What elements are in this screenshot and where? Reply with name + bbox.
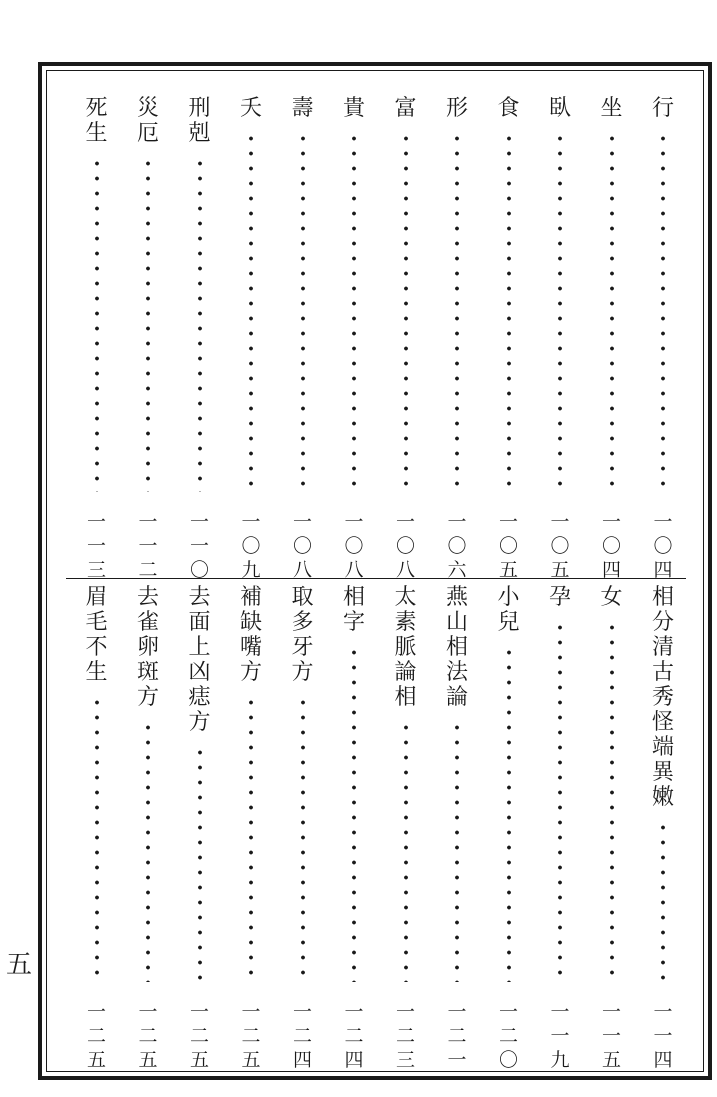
leader-dots: [506, 131, 512, 492]
lower-entry: [236, 585, 266, 1075]
leader-dots: [660, 820, 666, 982]
upper-entry: [82, 96, 112, 585]
upper-entry: [442, 96, 472, 585]
entry-title: 孕: [548, 585, 571, 610]
entry-page-number: 一一〇: [189, 511, 209, 581]
entry-page-number: 一〇五: [550, 511, 570, 581]
entry-page-number: 一〇八: [344, 511, 364, 581]
lower-entry: [185, 585, 215, 1075]
lower-entry: [339, 585, 369, 1075]
entry-title: 眉毛不生: [85, 585, 108, 685]
lower-entry: [288, 585, 318, 1075]
upper-entry: [545, 96, 575, 585]
leader-dots: [300, 695, 306, 982]
leader-dots: [94, 695, 100, 982]
upper-entry: [648, 96, 678, 585]
leader-dots: [351, 645, 357, 982]
leader-dots: [351, 131, 357, 492]
page-folio: 五: [6, 950, 33, 980]
entry-page-number: 一一二: [138, 511, 158, 581]
entry-title: 壽: [291, 96, 314, 121]
entry-title: 死生: [85, 96, 108, 146]
entry-title: 補缺嘴方: [239, 585, 262, 685]
entry-title: 富: [394, 96, 417, 121]
lower-entry: [545, 585, 575, 1075]
leader-dots: [506, 645, 512, 982]
entry-page-number: 一二五: [241, 1001, 261, 1071]
entry-title: 夭: [239, 96, 262, 121]
leader-dots: [197, 745, 203, 982]
entry-title: 坐: [600, 96, 623, 121]
lower-entry: [597, 585, 627, 1075]
leader-dots: [557, 131, 563, 492]
lower-entry: [442, 585, 472, 1075]
entry-title: 食: [497, 96, 520, 121]
entry-page-number: 一一五: [601, 1001, 621, 1071]
entry-page-number: 一〇六: [447, 511, 467, 581]
entry-title: 臥: [548, 96, 571, 121]
leader-dots: [403, 720, 409, 982]
entry-title: 去雀卵斑方: [136, 585, 159, 710]
leader-dots: [248, 695, 254, 982]
entry-page-number: 一二五: [86, 1001, 106, 1071]
entry-title: 形: [445, 96, 468, 121]
upper-entry: [288, 96, 318, 585]
entry-title: 取多牙方: [291, 585, 314, 685]
lower-entry: [82, 585, 112, 1075]
leader-dots: [609, 131, 615, 492]
leader-dots: [454, 131, 460, 492]
entry-page-number: 一一四: [653, 1001, 673, 1071]
upper-entry: [494, 96, 524, 585]
leader-dots: [660, 131, 666, 492]
leader-dots: [248, 131, 254, 492]
upper-entry: [185, 96, 215, 585]
lower-entry: [648, 585, 678, 1075]
entry-page-number: 一〇八: [395, 511, 415, 581]
entry-page-number: 一二〇: [498, 1001, 518, 1071]
lower-entry: [391, 585, 421, 1075]
entry-page-number: 一〇四: [653, 511, 673, 581]
entry-page-number: 一一九: [550, 1001, 570, 1071]
entry-page-number: 一二五: [189, 1001, 209, 1071]
entry-page-number: 一二三: [395, 1001, 415, 1071]
entry-title: 燕山相法論: [445, 585, 468, 710]
leader-dots: [145, 156, 151, 492]
entry-page-number: 一〇八: [292, 511, 312, 581]
entry-title: 女: [600, 585, 623, 610]
leader-dots: [197, 156, 203, 492]
entry-title: 去面上凶痣方: [188, 585, 211, 735]
entry-title: 貴: [342, 96, 365, 121]
upper-entry: [597, 96, 627, 585]
entry-page-number: 一〇九: [241, 511, 261, 581]
leader-dots: [300, 131, 306, 492]
entry-title: 刑剋: [188, 96, 211, 146]
entry-title: 相字: [342, 585, 365, 635]
upper-entry: [339, 96, 369, 585]
entry-page-number: 一二一: [447, 1001, 467, 1071]
entry-title: 小兒: [497, 585, 520, 635]
entry-title: 太素脈論相: [394, 585, 417, 710]
entry-title: 相分清古秀怪端異嫩: [651, 585, 674, 810]
entry-page-number: 一二四: [292, 1001, 312, 1071]
leader-dots: [403, 131, 409, 492]
leader-dots: [557, 620, 563, 982]
entry-page-number: 一二四: [344, 1001, 364, 1071]
entry-title: 行: [651, 96, 674, 121]
upper-entry: [133, 96, 163, 585]
leader-dots: [609, 620, 615, 982]
leader-dots: [454, 720, 460, 982]
lower-entry: [494, 585, 524, 1075]
entry-page-number: 一〇五: [498, 511, 518, 581]
entry-page-number: 一〇四: [601, 511, 621, 581]
upper-entry: [391, 96, 421, 585]
entry-title: 災厄: [136, 96, 159, 146]
leader-dots: [94, 156, 100, 492]
leader-dots: [145, 720, 151, 982]
entry-page-number: 一一三: [86, 511, 106, 581]
lower-entry: [133, 585, 163, 1075]
entry-page-number: 一二五: [138, 1001, 158, 1071]
upper-entry: [236, 96, 266, 585]
